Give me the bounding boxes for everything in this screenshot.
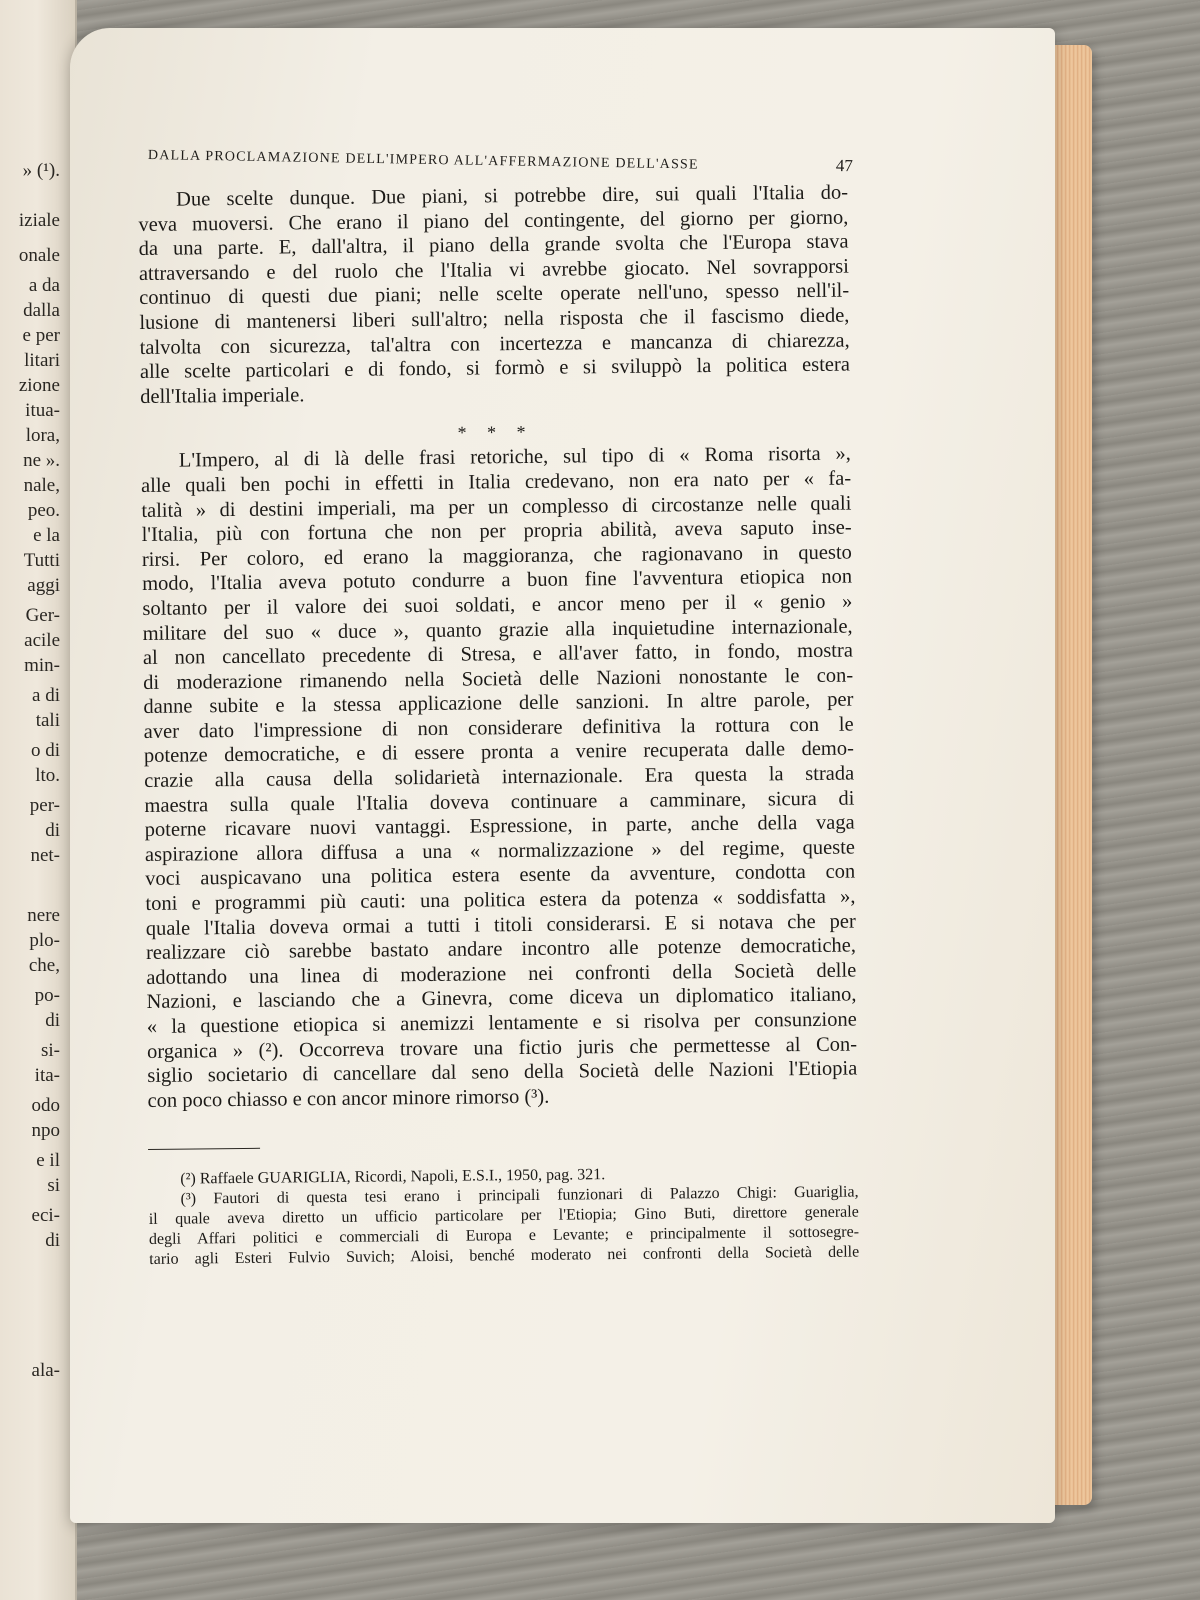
left-page-fragment: min- [24,655,60,676]
text-line: organica » (²). Occorreva trovare una fictio juris che permettesse al Con- [146,1033,858,1063]
footnote-line: (³) Fautori di questa tesi erano i principali funzionari di Palazzo Chigi: Guariglia, [180,1183,859,1208]
text-line: siglio societario di cancellare dal seno della Società delle Nazioni l'Etiopia [147,1057,858,1088]
text-line: continuo di questi due piani; nelle scelte operate nell'uno, spesso nell'il- [139,279,850,310]
left-page-fragment: odo [31,1095,60,1116]
left-page-fragment: » (¹). [22,160,60,181]
left-page-fragment: onale [18,245,60,266]
left-page-fragment: e per [22,325,60,346]
text-line: da una parte. E, dall'altra, il piano della grande svolta che l'Europa stava [138,230,849,261]
left-page-fragment: dalla [23,300,60,321]
left-page-fragment: aggi [27,575,60,596]
left-page-fragment: peo. [27,500,60,521]
section-separator: * * * [457,422,534,444]
text-line: potenze democratiche, e di essere pronta a venire recuperata dalle demo- [143,738,855,768]
left-page-fragment: nale, [23,475,60,496]
text-line: rirsi. Per coloro, ed erano la maggioranza, che ragionavano in questo [141,541,852,571]
text-line: con poco chiasso e con ancor minore rimorso (³). [147,1085,550,1112]
left-page-fragment: ita- [34,1065,60,1086]
footnote-line: tario agli Esteri Fulvio Suvich; Aloisi, benché moderato nei confronti della Società delle [149,1243,860,1269]
footnote-line: il quale aveva diretto un ufficio particolare per l'Etiopia; Gino Buti, direttore generale [148,1203,859,1229]
text-line: aver dato l'impressione di non considerare definitiva la rottura con le [143,713,854,743]
text-line: quale l'Italia doveva ormai a tutti i titoli considerarsi. E si notava che per [145,910,856,940]
left-page-fragment: si- [41,1040,60,1061]
left-page-fragment: e il [36,1150,60,1171]
footnote-line: (²) Raffaele GUARIGLIA, Ricordi, Napoli, E.S.I., 1950, pag. 321. [180,1166,606,1188]
left-page-fragment: di [45,1010,60,1031]
left-page-fragment: litari [24,350,60,371]
left-page-fragment: eci- [31,1205,60,1226]
text-line: danne subite e la stessa applicazione delle sanzioni. In altre parole, per [143,688,854,719]
text-line: maestra sulla quale l'Italia doveva continuare a camminare, sicura di [144,787,855,817]
text-line: militare del suo « duce », quanto grazie alla inquietudine internazionale, [142,615,853,645]
left-page-fragment: di [45,1230,60,1251]
text-line: realizzare ciò sarebbe bastato andare incontro alle potenze democratiche, [145,934,857,965]
left-page-fragment: tali [35,710,60,731]
footnote-rule [148,1148,260,1150]
left-page-fragment: lora, [25,425,60,446]
text-line: di moderazione rimanendo nella Società delle Nazioni nonostante le con- [143,664,854,694]
left-page-fragment: e la [33,525,60,546]
text-line: poterne ricavare nuovi vantaggi. Espressione, in parte, anche della vaga [144,811,855,842]
text-line: « la questione etiopica si anemizzi lentamente e si risolva per consunzione [146,1008,857,1038]
text-line: talità » di destini imperiali, ma per un complesso di circostanze nelle quali [141,492,852,522]
left-page-fragment: npo [31,1120,60,1141]
left-page-fragment: ne ». [23,450,60,471]
left-page-fragment: iziale [18,210,60,231]
text-line: crazie alla causa della solidarietà internazionale. Era questa la strada [144,762,855,793]
text-line: voci auspicavano una politica estera esente da avventure, condotta con [145,860,856,891]
left-page-fragment: nere [27,905,60,926]
footnote-line: degli Affari politici e commerciali di Europa e Levante; e principalmente il sottosegre- [148,1223,860,1249]
left-page-fragment: zione [18,375,60,396]
left-page-fragment: net- [30,845,60,866]
text-line: al non cancellato precedente di Stresa, e all'aver fatto, in fondo, mostra [142,639,853,670]
left-page-fragment: a di [32,685,60,706]
text-line: attraversando e del ruolo che l'Italia vi avrebbe giocato. Nel sovrapporsi [138,255,849,285]
text-line: alle scelte particolari e di fondo, si formò e si sviluppò la politica estera [139,353,851,384]
left-page-fragment: si [47,1175,60,1196]
left-page-fragment: per- [29,795,60,816]
left-page-fragment: di [45,820,60,841]
left-page-fragment: plo- [29,930,60,951]
text-line: adottando una linea di moderazione nei confronti della Società delle [146,959,857,989]
text-line: modo, l'Italia aveva potuto condurre a buon fine l'avventura etiopica non [142,565,853,596]
left-facing-page [0,0,77,1600]
text-line: aspirazione allora diffusa a una « normalizzazione » del regime, queste [144,836,856,866]
left-page-fragment: Ger- [25,605,60,626]
text-line: dell'Italia imperiale. [140,384,305,408]
text-line: toni e programmi più cauti: una politica estera da potenza « soddisfatta », [145,885,856,915]
text-line: Nazioni, e lasciando che a Ginevra, come diceva un diplomatico italiano, [146,983,857,1014]
text-line: lusione di mantenersi liberi sull'altro; nella risposta che il fascismo diede, [139,304,850,334]
left-page-fragment: o di [30,740,60,761]
running-head-title: DALLA PROCLAMAZIONE DELL'IMPERO ALL'AFFERMAZIONE DELL'ASSE [147,148,699,173]
paragraph-1 [138,181,850,410]
left-page-fragment: ala- [31,1360,60,1381]
left-page-fragment: lto. [35,765,60,786]
left-page-fragment: che, [28,955,60,976]
left-page-fragment: itua- [25,400,60,421]
text-line: talvolta con sicurezza, tal'altra con incertezza e mancanza di chiarezza, [139,329,850,359]
text-line: soltanto per il valore dei suoi soldati, e ancor meno per il « genio » [142,590,853,620]
footnotes [148,1163,859,1270]
text-line: veva muoversi. Che erano il piano del contingente, del giorno per giorno, [138,206,849,236]
left-page-fragment: a da [28,275,60,296]
text-line: l'Italia, più con fortuna che non per propria abilità, aveva saputo inse- [141,516,852,547]
page-number: 47 [835,156,854,176]
page-body [138,181,859,1271]
text-line: L'Impero, al di là delle frasi retoriche, sul tipo di « Roma risorta », [178,442,851,472]
left-page-fragment: Tutti [23,550,60,571]
paragraph-2 [141,442,858,1113]
left-page-fragment: po- [34,985,60,1006]
text-line: Due scelte dunque. Due piani, si potrebbe dire, sui quali l'Italia do- [176,181,849,211]
left-page-fragment: acile [24,630,60,651]
text-line: alle quali ben pochi in effetti in Italia credevano, non era nato per « fa- [141,467,852,497]
